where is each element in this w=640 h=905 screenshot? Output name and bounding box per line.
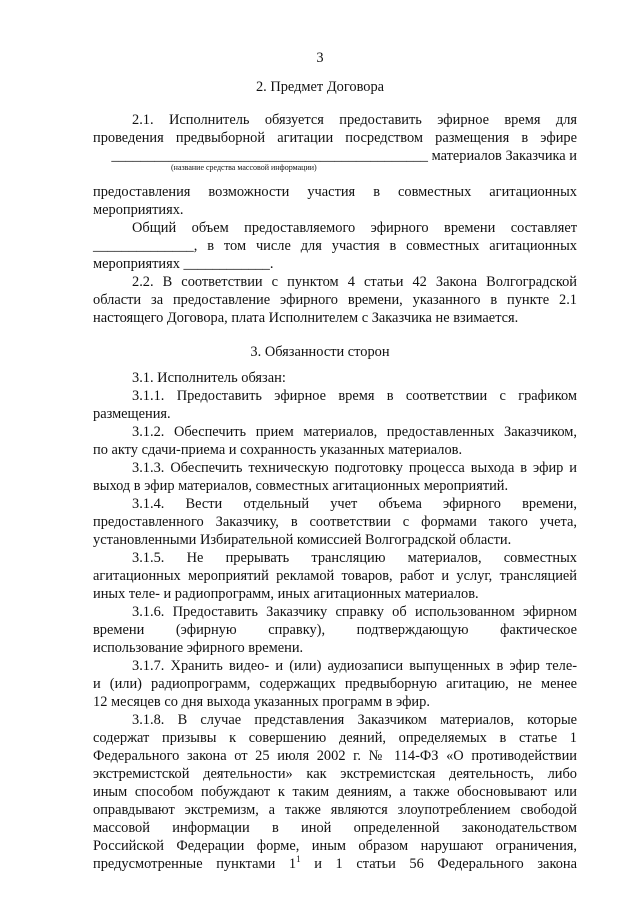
section-2-line: ____________________________________________ материалов Заказчика и [111, 148, 577, 164]
section-3-line: по акту сдачи-приема и сохранность указанных материалов. [93, 442, 463, 458]
section-3-line: иных теле- и радиопрограмм, иных агитационных материалов. [93, 586, 479, 602]
section-2-line: предоставления возможности участия в совместных агитационных [93, 184, 577, 200]
section-3-line: экстремистской деятельности» как экстремистская деятельность, либо [93, 766, 577, 782]
section-3-line: размещения. [93, 406, 171, 422]
section-3-line: 3.1.1. Предоставить эфирное время в соответствии с графиком [132, 388, 577, 404]
section-2-line: Общий объем предоставляемого эфирного времени составляет [132, 220, 577, 236]
section-3-line-with-superscript [93, 856, 577, 873]
section-3-line: 3.1.3. Обеспечить техническую подготовку процесса выхода в эфир и [132, 460, 577, 476]
superscript: 1 [296, 854, 301, 864]
section-2-line: мероприятиях ____________. [93, 256, 274, 272]
section-3-line: использование эфирного времени. [93, 640, 304, 656]
section-3-line: иным способом побуждают к таким деяниям, а также обосновывают или [93, 784, 577, 800]
section-3-line: 12 месяцев со дня выхода указанных программ в эфир. [93, 694, 430, 710]
section-3-line: содержат призывы к совершению деяний, определяемых в статье 1 [93, 730, 577, 746]
section-3-line: установленными Избирательной комиссией Волгоградской области. [93, 532, 512, 548]
section-2-line: настоящего Договора, плата Исполнителем с Заказчика не взимается. [93, 310, 519, 326]
section-2-heading: 2. Предмет Договора [255, 79, 385, 95]
line-part-a: предусмотренные пунктами 1 [93, 856, 297, 872]
section-3-line: выход в эфир материалов, совместных агитационных мероприятий. [93, 478, 509, 494]
line-part-b: и 1 статьи 56 Федерального закона [300, 856, 577, 872]
field-caption: (название средства массовой информации) [171, 163, 317, 172]
section-3-line: Российской Федерации форме, иным образом нарушают ограничения, [93, 838, 577, 854]
section-3-line: агитационных мероприятий рекламой товаров, работ и услуг, трансляцией [93, 568, 577, 584]
section-2-line: ______________, в том числе для участия в совместных агитационных [93, 238, 577, 254]
section-3-line: 3.1.7. Хранить видео- и (или) аудиозаписи выпущенных в эфир теле- [132, 658, 577, 674]
section-3-line: 3.1. Исполнитель обязан: [132, 370, 286, 386]
section-3-line: 3.1.5. Не прерывать трансляцию материалов, совместных [132, 550, 577, 566]
section-3-line: и (или) радиопрограмм, содержащих предвыборную агитацию, не менее [93, 676, 577, 692]
section-2-line: 2.1. Исполнитель обязуется предоставить эфирное время для [132, 112, 577, 128]
section-2-line: области за предоставление эфирного времени, указанного в пункте 2.1 [93, 292, 577, 308]
section-2-line: проведения предвыборной агитации посредством размещения в эфире [93, 130, 577, 146]
section-3-line: 3.1.2. Обеспечить прием материалов, предоставленных Заказчиком, [132, 424, 577, 440]
section-3-line: 3.1.8. В случае представления Заказчиком материалов, которые [132, 712, 577, 728]
page-number: 3 [316, 50, 324, 66]
section-2-line: мероприятиях. [93, 202, 184, 218]
section-3-line: оправдывают экстремизм, а также являются злоупотреблением свободой [93, 802, 577, 818]
section-3-line: времени (эфирную справку), подтверждающую фактическое [93, 622, 577, 638]
section-3-line: предоставленного Заказчику, в соответствии с формами такого учета, [93, 514, 577, 530]
section-3-line: Федерального закона от 25 июля 2002 г. № 114-ФЗ «О противодействии [93, 748, 577, 764]
section-2-line: 2.2. В соответствии с пунктом 4 статьи 42 Закона Волгоградской [132, 274, 577, 290]
section-3-heading: 3. Обязанности сторон [250, 344, 390, 360]
section-3-line: массовой информации в иной определенной законодательством [93, 820, 577, 836]
section-3-line: 3.1.6. Предоставить Заказчику справку об использованном эфирном [132, 604, 577, 620]
section-3-line: 3.1.4. Вести отдельный учет объема эфирного времени, [132, 496, 577, 512]
